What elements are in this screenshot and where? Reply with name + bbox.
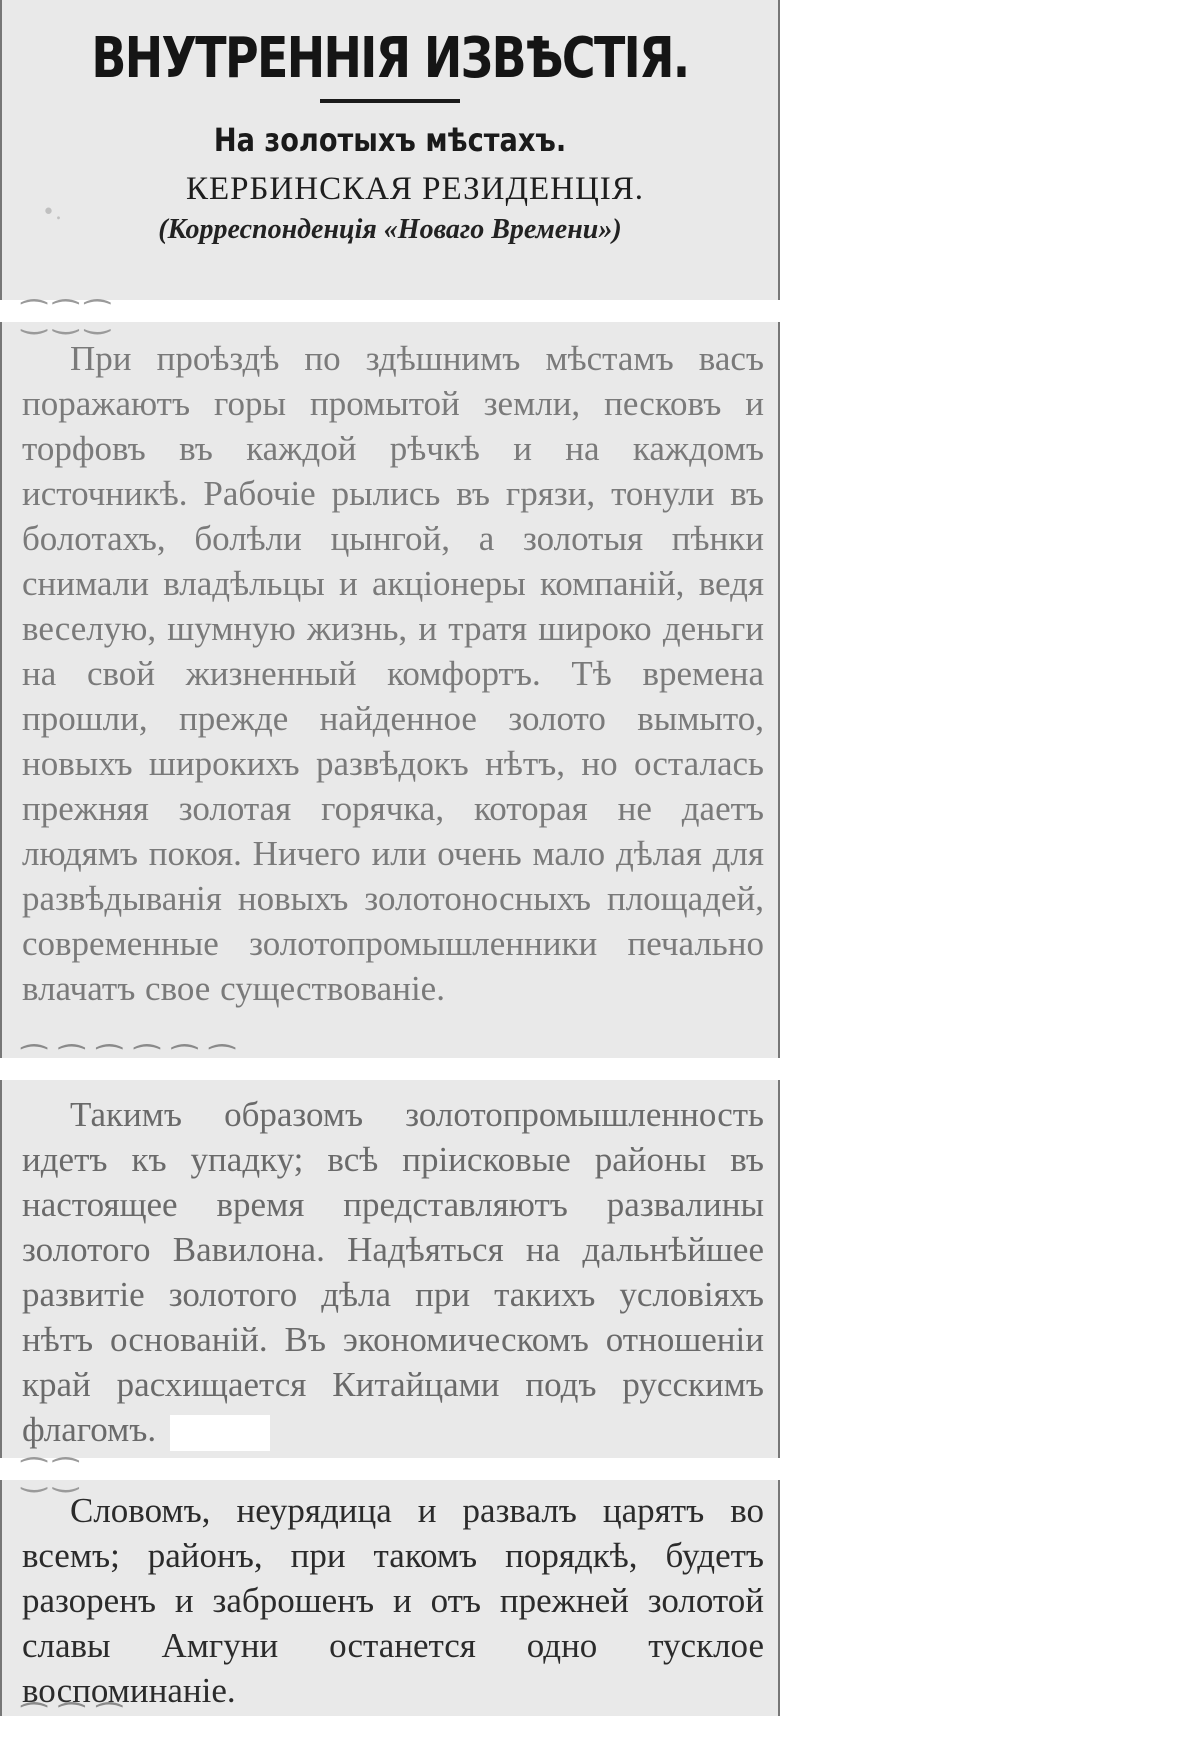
article-paragraph-3 xyxy=(2,1480,778,1713)
cut-line-bottom: ⁀ ⁀ ⁀ xyxy=(22,1704,125,1737)
article-source: (Корреспонденція «Новаго Времени») xyxy=(158,214,622,245)
paragraph-clipping-1 xyxy=(0,301,780,1079)
ink-smudge: •. xyxy=(42,200,62,225)
article-paragraph-1 xyxy=(2,322,778,1011)
cut-line-bottom: ⁀ ⁀ ⁀ ⁀ ⁀ ⁀ xyxy=(22,1046,238,1079)
paragraph-3-text: Словомъ, неурядица и развалъ царятъ во всемъ; районъ, при такомъ порядкѣ, будетъ разоренъ и заброшенъ и отъ прежней золотой славы Амгуни останется одно тусклое воспоминаніе. xyxy=(22,1491,764,1710)
paragraph-clipping-2 xyxy=(0,1080,780,1458)
header-clipping xyxy=(0,0,780,300)
article-place: КЕРБИНСКАЯ РЕЗИДЕНЦІЯ. xyxy=(185,171,645,207)
article-paragraph-2 xyxy=(2,1080,778,1452)
title-rule xyxy=(320,99,460,103)
paragraph-2-text: Такимъ образомъ золотопромышленность идетъ къ упадку; всѣ пріисковые районы въ настоящее время представляютъ развалины золотого Вавилона. Надѣяться на дальнѣйшее развитіе золотого дѣла при такихъ условіяхъ нѣтъ основаній. Въ экономическомъ отношеніи край расхищается Китайцами подъ русскимъ флагомъ. xyxy=(22,1095,764,1449)
paragraph-1-text: При проѣздѣ по здѣшнимъ мѣстамъ васъ поражаютъ горы промытой земли, песковъ и торфовъ въ каждой рѣчкѣ и на каждомъ источникѣ. Рабочіе рылись въ грязи, тонули въ болотахъ, болѣли цынгой, а золотыя пѣнки снимали владѣльцы и акціонеры компаній, ведя веселую, шумную жизнь, и тратя широко деньги на свой жизненный комфортъ. Тѣ времена прошли, прежде найденное золото вымыто, новыхъ широкихъ развѣдокъ нѣтъ, но осталась прежняя золотая горячка, которая не даетъ людямъ покоя. Ничего или очень мало дѣлая для развѣдыванія новыхъ золотоносныхъ площадей, современные золотопромышленники печально влачатъ свое существованіе. xyxy=(22,339,764,1008)
article-subtitle: На золотыхъ мѣстахъ. xyxy=(213,121,567,159)
paragraph-clipping-3 xyxy=(0,1459,780,1737)
cut-line-top: ⁐ ⁐ xyxy=(22,1459,78,1492)
cut-line-top: ⁐ ⁐ ⁐ xyxy=(22,301,110,334)
redaction-box xyxy=(170,1415,270,1451)
section-title: ВНУТРЕННІЯ ИЗВѢСТІЯ. xyxy=(91,26,689,91)
